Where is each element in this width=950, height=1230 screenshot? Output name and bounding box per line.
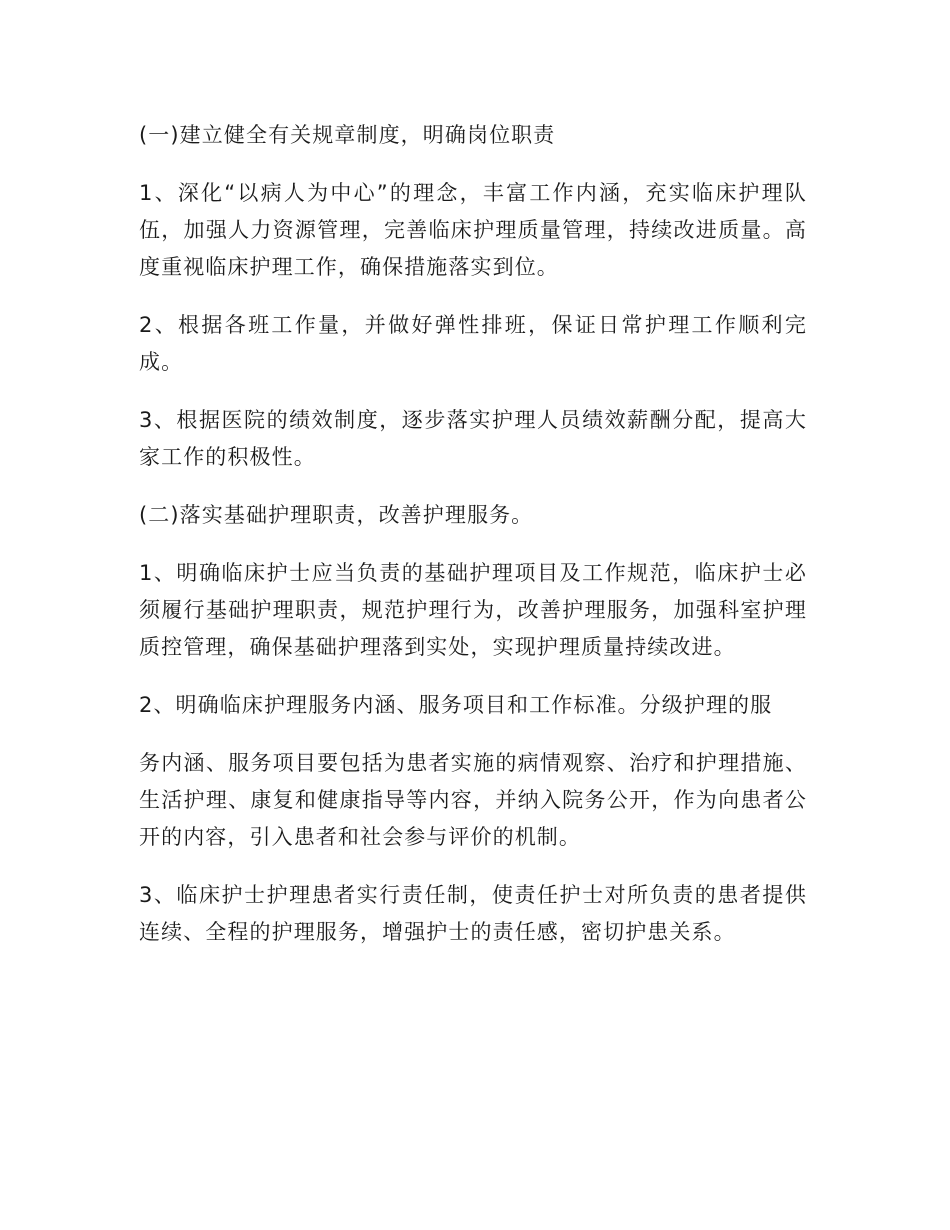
section-heading-2: (二)落实基础护理职责，改善护理服务。 [139, 503, 534, 527]
paragraph-2: 2、根据各班工作量，并做好弹性排班，保证日常护理工作顺利完成。 [139, 313, 807, 374]
document-body [139, 117, 807, 972]
paragraph-5: 2、明确临床护理服务内涵、服务项目和工作标准。分级护理的服 [139, 693, 773, 717]
paragraph-4: 1、明确临床护士应当负责的基础护理项目及工作规范，临床护士必须履行基础护理职责，规范护理行为，改善护理服务，加强科室护理质控管理，确保基础护理落到实处，实现护理质量持续改进。 [139, 561, 807, 659]
paragraph-7: 3、临床护士护理患者实行责任制，使责任护士对所负责的患者提供连续、全程的护理服务，增强护士的责任感，密切护患关系。 [139, 883, 807, 944]
paragraph-1: 1、深化“以病人为中心”的理念，丰富工作内涵，充实临床护理队伍，加强人力资源管理，完善临床护理质量管理，持续改进质量。高度重视临床护理工作，确保措施落实到位。 [139, 181, 807, 279]
section-heading-1: (一)建立健全有关规章制度，明确岗位职责 [139, 123, 556, 147]
paragraph-3: 3、根据医院的绩效制度，逐步落实护理人员绩效薪酬分配，提高大家工作的积极性。 [139, 408, 807, 469]
paragraph-6: 务内涵、服务项目要包括为患者实施的病情观察、治疗和护理措施、生活护理、康复和健康指导等内容，并纳入院务公开，作为向患者公开的内容，引入患者和社会参与评价的机制。 [139, 751, 807, 849]
